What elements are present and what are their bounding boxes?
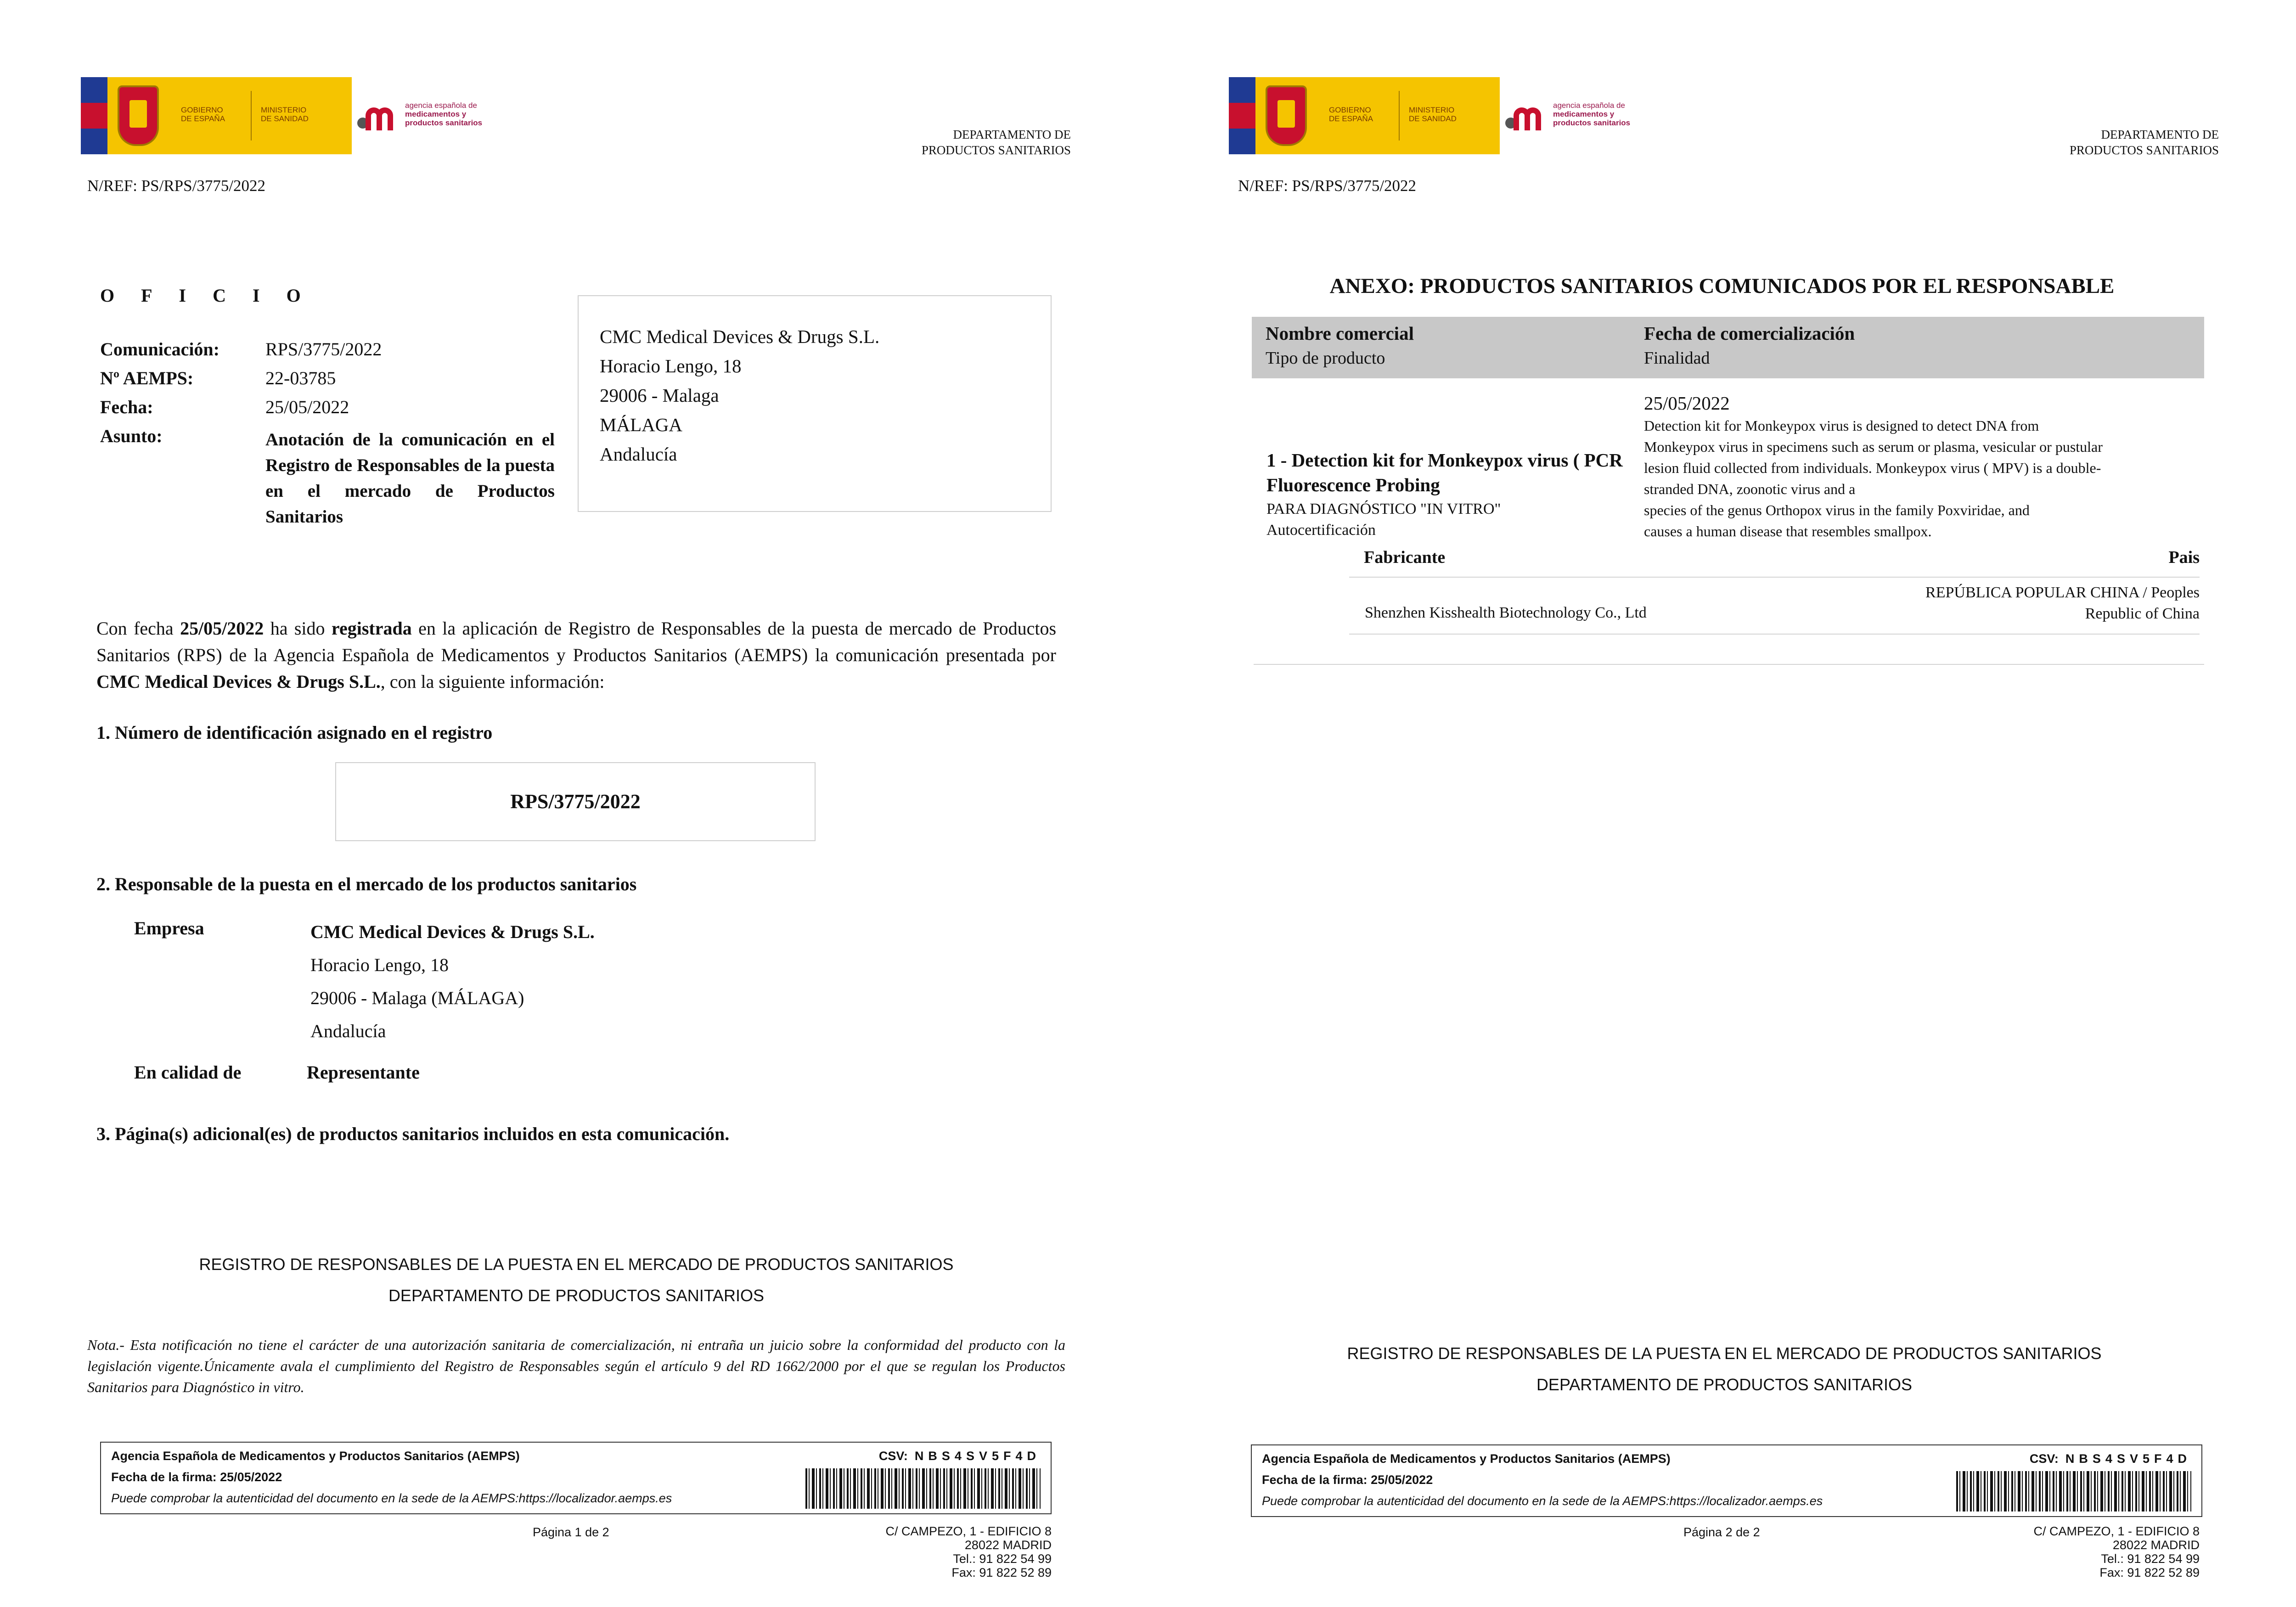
nref: N/REF: PS/RPS/3775/2022 bbox=[1238, 177, 1417, 195]
ministerio-line: DE SANIDAD bbox=[261, 114, 309, 123]
ministerio-line: MINISTERIO bbox=[261, 106, 307, 114]
flag-icon bbox=[81, 77, 107, 154]
recipient-address-box bbox=[578, 295, 1052, 512]
recipient-line: Horacio Lengo, 18 bbox=[600, 355, 742, 376]
product-table-header bbox=[1252, 317, 2204, 378]
gobierno-line: DE ESPAÑA bbox=[181, 114, 225, 123]
section-2-title: 2. Responsable de la puesta en el mercado de los productos sanitarios bbox=[96, 874, 637, 894]
oficio-title: OFICIO bbox=[100, 285, 327, 306]
product-date: 25/05/2022 bbox=[1644, 393, 1730, 414]
empresa-line: 29006 - Malaga (MÁLAGA) bbox=[310, 988, 524, 1008]
fabricante-value: Shenzhen Kisshealth Biotechnology Co., Ltd bbox=[1365, 604, 1647, 621]
signature-verify: Puede comprobar la autenticidad del documento en la sede de la AEMPS:https://localizador.aemps.es bbox=[1262, 1494, 1823, 1508]
intro-paragraph: Con fecha 25/05/2022 ha sido registrada en la aplicación de Registro de Responsables de la puesta de mercado de Productos Sanitarios (RPS) de la Agencia Española de Medicamentos y Productos Sanitarios (AEMPS) la comunicación presentada por CMC Medical Devices & Drugs S.L., con la siguiente información: bbox=[96, 618, 1057, 692]
nota-disclaimer: Nota.- Esta notificación no tiene el carácter de una autorización sanitaria de comercialización, ni entraña un juicio sobre la conformidad del producto con la legislación vigente.Únicamente avala el cumplimiento del Registro de Responsables según el artículo 9 del RD 1662/2000 por el que se regulan los Productos Sanitarios para Diagnóstico in vitro. bbox=[87, 1337, 1065, 1395]
department-label: DEPARTAMENTO DE PRODUCTOS SANITARIOS bbox=[2069, 128, 2219, 157]
csv-code: CSV: NBS4SV5F4D bbox=[2029, 1452, 2191, 1466]
page-2 bbox=[1148, 0, 2296, 1607]
aemps-m-icon bbox=[1505, 103, 1549, 132]
agency-line: productos sanitarios bbox=[405, 118, 483, 127]
section-3-title: 3. Página(s) adicional(es) de productos sanitarios incluidos en esta comunicación. bbox=[96, 1124, 730, 1144]
anexo-title: ANEXO: PRODUCTOS SANITARIOS COMUNICADOS POR EL RESPONSABLE bbox=[1329, 274, 2115, 298]
calidad-label: En calidad de bbox=[134, 1062, 242, 1083]
asunto-text: Anotación de la comunicación en el Registro de Responsables de la puesta en el mercado de Productos Sanitarios bbox=[265, 430, 555, 527]
divider bbox=[1349, 577, 2200, 578]
empresa-line: Horacio Lengo, 18 bbox=[310, 955, 449, 975]
ministerio-line: MINISTERIO bbox=[1409, 106, 1455, 114]
product-finalidad: Detection kit for Monkeypox virus is designed to detect DNA from Monkeypox virus in specimens such as serum or plasma, vesicular or pustular lesion fluid collected from individuals. Monkeypox virus ( MPV) is a double- stranded DNA, zoonotic virus and a species of the genus Orthopox virus in the family Poxviridae, and causes a human disease that resembles smallpox. bbox=[1644, 417, 2103, 539]
recipient-line: Andalucía bbox=[600, 444, 677, 465]
empresa-label: Empresa bbox=[134, 918, 204, 938]
agency-line: productos sanitarios bbox=[1553, 118, 1631, 127]
signature-date: Fecha de la firma: 25/05/2022 bbox=[111, 1470, 282, 1484]
section-1-title: 1. Número de identificación asignado en el registro bbox=[96, 722, 493, 743]
aemps-logo bbox=[1505, 101, 1661, 138]
col-nombre: Nombre comercial bbox=[1266, 323, 1414, 344]
product-cert: Autocertificación bbox=[1266, 522, 1376, 539]
registry-number-box: RPS/3775/2022 bbox=[335, 762, 816, 841]
product-name: 1 - Detection kit for Monkeypox virus ( PCR Fluorescence Probing bbox=[1266, 450, 1623, 495]
col-finalidad: Finalidad bbox=[1644, 348, 1710, 368]
recipient-line: MÁLAGA bbox=[600, 414, 682, 435]
gobierno-ministerio-logo bbox=[81, 77, 352, 154]
nref: N/REF: PS/RPS/3775/2022 bbox=[87, 177, 266, 195]
gobierno-line: GOBIERNO bbox=[181, 106, 223, 114]
agency-line: medicamentos y bbox=[405, 110, 467, 118]
aemps-m-icon bbox=[357, 103, 401, 132]
recipient-line: 29006 - Malaga bbox=[600, 385, 719, 406]
agency-line: medicamentos y bbox=[1553, 110, 1615, 118]
page-number: Página 2 de 2 bbox=[1683, 1525, 1760, 1539]
divider bbox=[1349, 634, 2200, 635]
csv-code: CSV: NBS4SV5F4D bbox=[878, 1449, 1041, 1463]
recipient-line: CMC Medical Devices & Drugs S.L. bbox=[600, 326, 880, 347]
page-1: GOBIERNO DE ESPAÑA MINISTERIO DE SANIDAD agencia española de medicamentos y productos sanitarios DEPARTAMENTO DE PRODUCTOS SANITARIOS N/REF: PS/RPS/3775/2022 OFICIO Comunicación: RPS/3775/2022 Nº AEMPS: 22-03785 Fecha: 25/05/2022 Asunto: Anotación de la comunicación en el Registro de Responsables de la puesta en el mercado de Productos Sanitarios CMC Medical Devices & Drugs S.L. Horacio Lengo, 18 29006 - Malaga MÁLAGA Andalucía Con fecha 25/05/2022 ha sido registrada en la aplicación de Registro de Responsables de la puesta de mercado de Productos Sanitarios (RPS) de la Agencia Española de Medicamentos y Productos Sanitarios (AEMPS) la comunicación presentada por CMC Medical Devices & Drugs S.L., con la siguiente información: 1. Número de identificación asignado en el registro RPS/3775/2022 2. Responsable de la puesta en el mercado de los productos sanitarios Empresa CMC Medical Devices & Drugs S.L. Horacio Lengo, 18 29006 - Malaga (MÁLAGA) Andalucía En calidad de Representante 3. Página(s) adicional(es) de productos sanitarios incluidos en esta comunicación. REGISTRO DE RESPONSABLES DE LA PUESTA EN EL MERCADO DE PRODUCTOS SANITARIOS DEPARTAMENTO DE PRODUCTOS SANITARIOS Nota.- Esta notificación no tiene el carácter de una autorización sanitaria de comercialización, ni entraña un juicio sobre la conformidad del producto con la legislación vigente.Únicamente avala el cumplimiento del Registro de Responsables según el artículo 9 del RD 1662/2000 por el que se regulan los Productos Sanitarios para Diagnóstico in vitro. Agencia Española de Medicamentos y Productos Sanitarios (AEMPS) Fecha de la firma: 25/05/2022 Puede comprobar la autenticidad del documento en la sede de la AEMPS:https://localizador.aemps.es CSV: NBS4SV5F4D Página 1 de 2 C/ CAMPEZO, 1 - EDIFICIO 8 28022 MADRID Tel.: 91 822 54 99 Fax: 91 822 52 89 bbox=[0, 0, 1148, 1607]
agency-line: agencia española de bbox=[405, 101, 477, 110]
barcode-icon bbox=[1956, 1471, 2191, 1511]
product-type: PARA DIAGNÓSTICO "IN VITRO" bbox=[1266, 500, 1501, 517]
divider bbox=[1254, 664, 2204, 665]
page-number: Página 1 de 2 bbox=[533, 1525, 609, 1539]
pais-value: REPÚBLICA POPULAR CHINA / Peoples Republic of China bbox=[1925, 584, 2200, 622]
signature-box bbox=[100, 1442, 1052, 1514]
signature-agency: Agencia Española de Medicamentos y Productos Sanitarios (AEMPS) bbox=[111, 1449, 520, 1463]
gobierno-line: DE ESPAÑA bbox=[1329, 114, 1373, 123]
col-tipo: Tipo de producto bbox=[1266, 348, 1385, 368]
footer-registry: REGISTRO DE RESPONSABLES DE LA PUESTA EN EL MERCADO DE PRODUCTOS SANITARIOS DEPARTAMENTO DE PRODUCTOS SANITARIOS bbox=[199, 1255, 954, 1305]
empresa-details bbox=[310, 916, 595, 1048]
empresa-line: Andalucía bbox=[310, 1021, 386, 1041]
signature-verify: Puede comprobar la autenticidad del documento en la sede de la AEMPS:https://localizador.aemps.es bbox=[111, 1491, 672, 1505]
calidad-value: Representante bbox=[307, 1062, 420, 1083]
signature-date: Fecha de la firma: 25/05/2022 bbox=[1262, 1473, 1433, 1487]
footer-registry: REGISTRO DE RESPONSABLES DE LA PUESTA EN EL MERCADO DE PRODUCTOS SANITARIOS DEPARTAMENTO DE PRODUCTOS SANITARIOS bbox=[1347, 1344, 2102, 1394]
agency-line: agencia española de bbox=[1553, 101, 1625, 110]
fabricante-label: Fabricante bbox=[1364, 548, 1446, 567]
gobierno-line: GOBIERNO bbox=[1329, 106, 1371, 114]
coat-of-arms-icon bbox=[118, 85, 159, 146]
flag-icon bbox=[1229, 77, 1255, 154]
col-fecha: Fecha de comercialización bbox=[1644, 323, 1855, 344]
signature-box bbox=[1251, 1444, 2202, 1517]
gobierno-ministerio-logo bbox=[1229, 77, 1500, 154]
empresa-name: CMC Medical Devices & Drugs S.L. bbox=[310, 921, 595, 942]
coat-of-arms-icon bbox=[1266, 85, 1307, 146]
ministerio-line: DE SANIDAD bbox=[1409, 114, 1457, 123]
department-label: DEPARTAMENTO DE PRODUCTOS SANITARIOS bbox=[921, 128, 1071, 157]
aemps-logo bbox=[357, 101, 513, 138]
signature-agency: Agencia Española de Medicamentos y Productos Sanitarios (AEMPS) bbox=[1262, 1452, 1671, 1466]
agency-address: C/ CAMPEZO, 1 - EDIFICIO 8 28022 MADRID Tel.: 91 822 54 99 Fax: 91 822 52 89 bbox=[2033, 1524, 2200, 1579]
agency-address: C/ CAMPEZO, 1 - EDIFICIO 8 28022 MADRID Tel.: 91 822 54 99 Fax: 91 822 52 89 bbox=[885, 1524, 1052, 1579]
barcode-icon bbox=[805, 1468, 1041, 1509]
pais-label: Pais bbox=[2168, 548, 2200, 567]
